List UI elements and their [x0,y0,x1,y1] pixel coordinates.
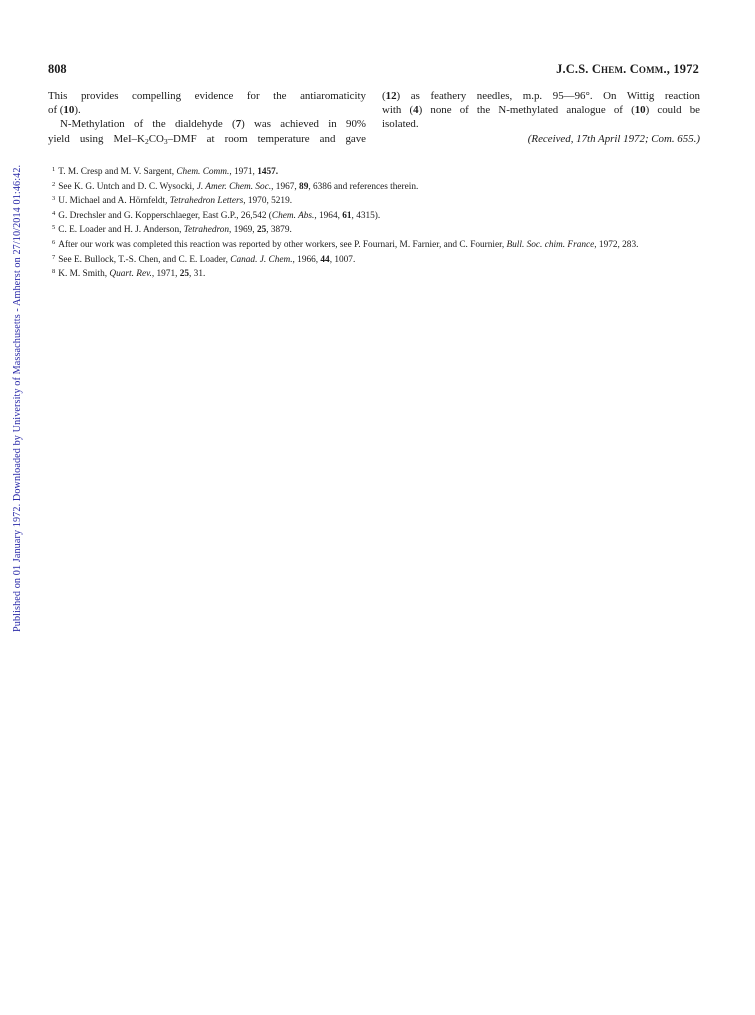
reference-item: $^7$ See E. Bullock, T.-S. Chen, and C. E. Loader, Canad. J. Chem., 1966, 44, 1007. [52,253,356,265]
reference-item: $^6$ After our work was completed this reaction was reported by other workers, see P. Fournari, M. Farnier, and C. Fournier, Bull. Soc. chim. France, 1972, 283. [52,238,639,250]
right-column [382,89,700,146]
page-header [48,62,699,78]
publication-notice: Published on 01 January 1972. Downloaded by University of Massachusetts - Amherst on 27/10/2014 01:46:42. [12,164,23,632]
page-number: 808 [48,62,67,76]
left-column [48,89,366,149]
reference-item: $^5$ C. E. Loader and H. J. Anderson, Tetrahedron, 1969, 25, 3879. [52,224,292,236]
reference-item: $^2$ See K. G. Untch and D. C. Wysocki, J. Amer. Chem. Soc., 1967, 89, 6386 and references therein. [52,180,419,192]
received-date: (Received, 17th April 1972; Com. 655.) [527,132,700,145]
paragraph-1: This provides compelling evidence for the antiaromaticity of (10). [48,90,366,117]
reference-item: $^4$ G. Drechsler and G. Kopperschlaeger, East G.P., 26,542 (Chem. Abs., 1964, 61, 4315). [52,209,381,221]
reference-item: $^1$ T. M. Cresp and M. V. Sargent, Chem. Comm., 1971, 1457. [52,166,279,177]
reference-item: $^8$ K. M. Smith, Quart. Rev., 1971, 25, 31. [52,268,206,280]
paragraph-2: N-Methylation of the dialdehyde (7) was achieved in 90% yield using MeI–$K_2CO_3$–DMF at room temperature and gave [48,118,367,146]
references-list [48,164,700,281]
reference-item: $^3$ U. Michael and A. Hörnfeldt, Tetrahedron Letters, 1970, 5219. [52,195,293,207]
journal-title: J.C.S. Chem. Comm., 1972 [556,62,699,76]
paragraph-3: (12) as feathery needles, m.p. 95—96°. On Wittig reaction with (4) none of the N-methylated analogue of (10) could be isolated. [382,90,700,131]
publication-sidebar [0,120,24,640]
